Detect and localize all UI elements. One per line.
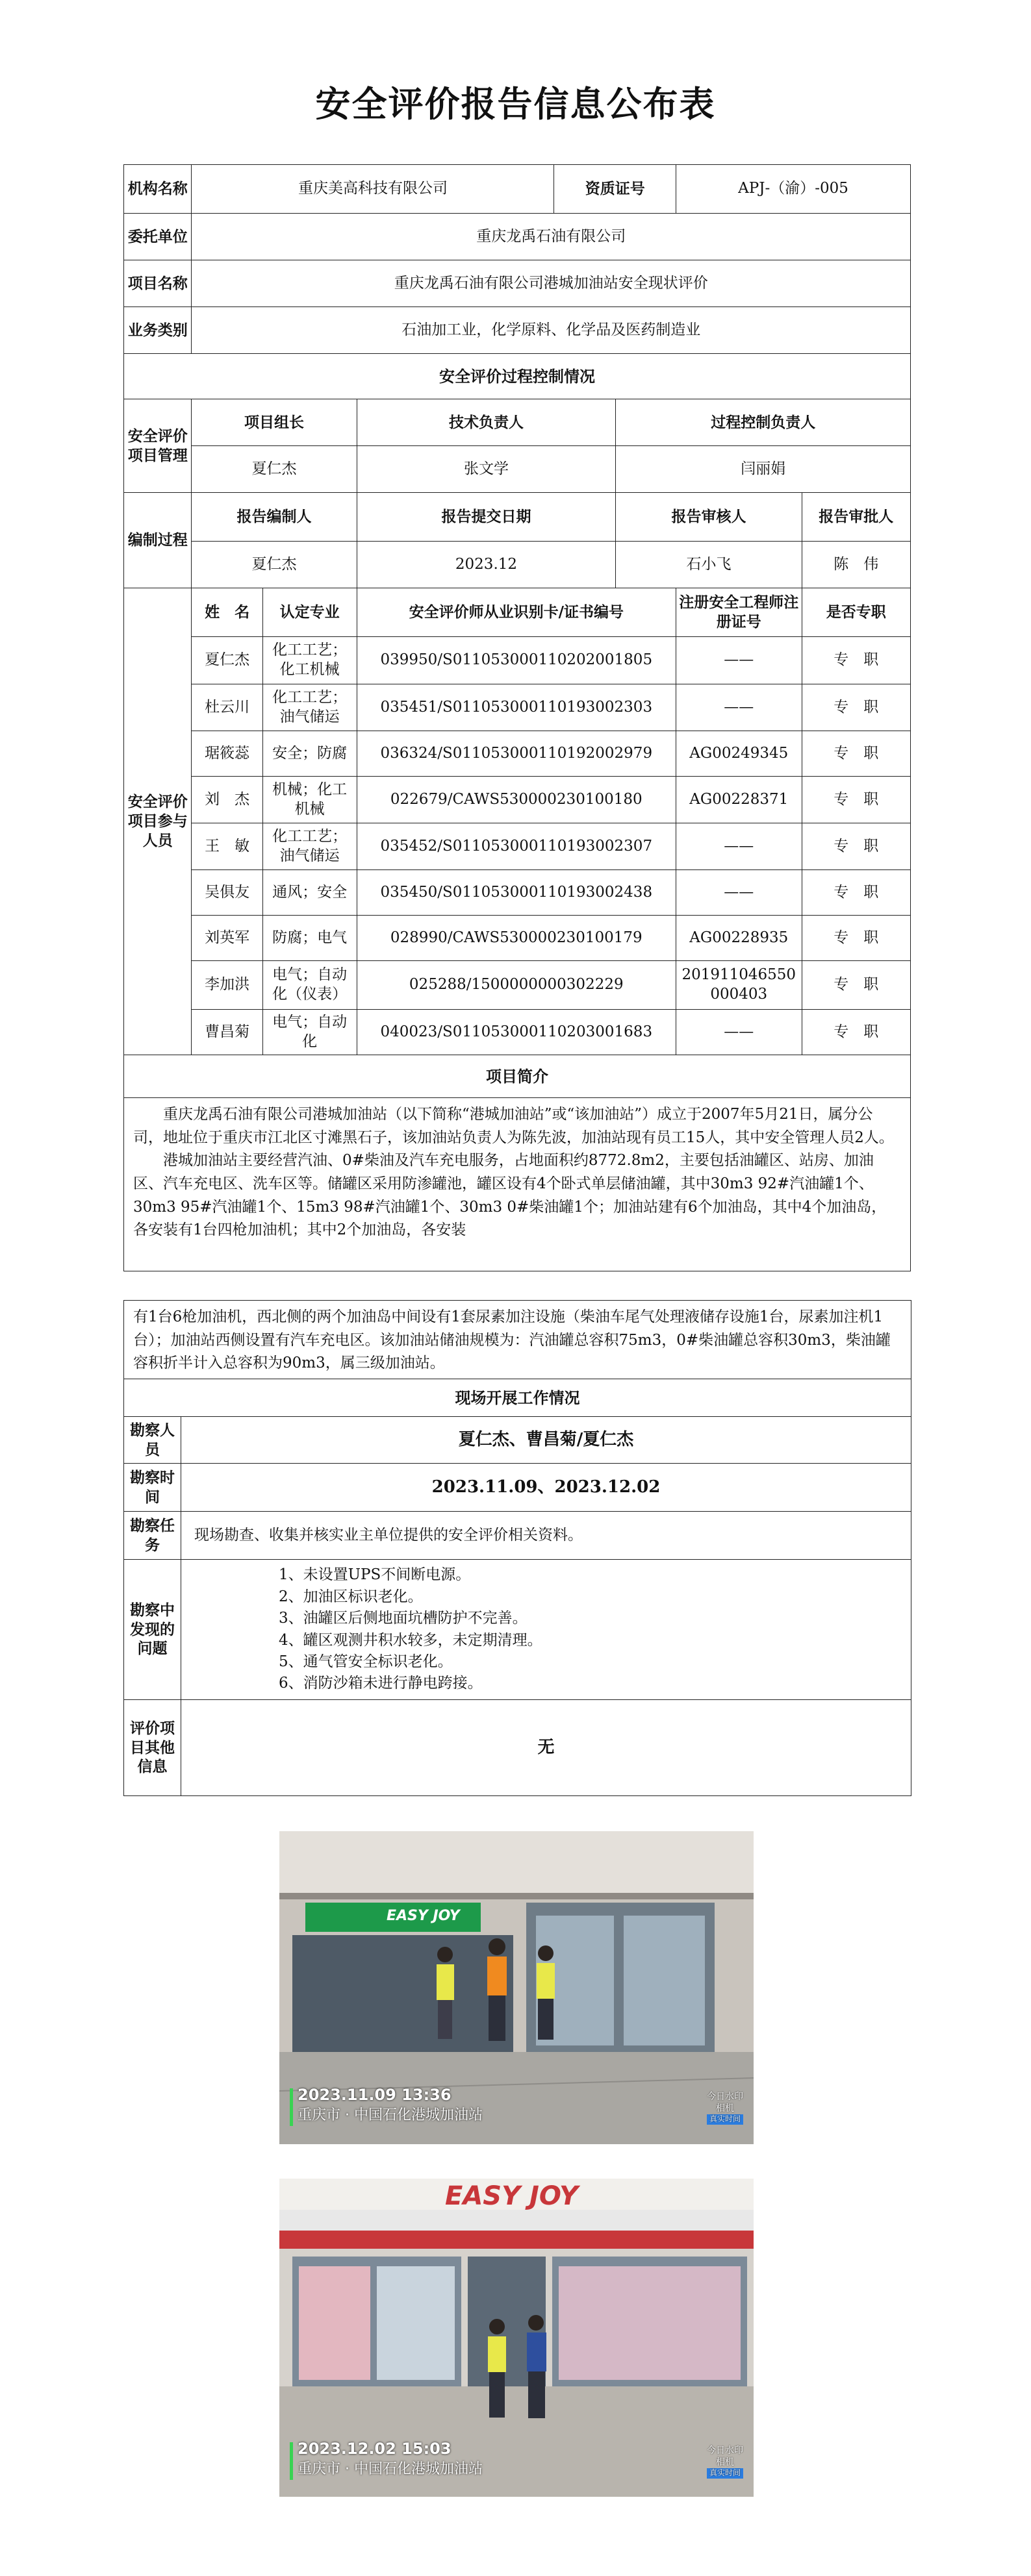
person-ft: 专 职 bbox=[802, 684, 910, 731]
task-value: 现场勘查、收集并核实业主单位提供的安全评价相关资料。 bbox=[181, 1512, 911, 1560]
person-card: 025288/1500000000302229 bbox=[357, 961, 676, 1010]
photo-1-time: 2023.11.09 13:36 bbox=[298, 2086, 452, 2104]
person-name: 夏仁杰 bbox=[192, 637, 262, 684]
photo-1-place: 重庆市 · 中国石化港城加油站 bbox=[298, 2107, 483, 2123]
person-ft: 专 职 bbox=[802, 637, 910, 684]
table-row bbox=[124, 1010, 911, 1055]
intro-body bbox=[124, 1098, 911, 1271]
mgmt-label: 安全评价项目管理 bbox=[124, 399, 192, 493]
tech-value: 张文学 bbox=[357, 446, 616, 493]
leader-header: 项目组长 bbox=[192, 399, 357, 446]
leader-value: 夏仁杰 bbox=[192, 446, 357, 493]
project-label: 项目名称 bbox=[124, 260, 192, 307]
col-card-header: 安全评价师从业识别卡/证书编号 bbox=[357, 588, 676, 637]
person-major: 化工工艺；油气储运 bbox=[262, 684, 357, 731]
person-reg: 201911046550000403 bbox=[676, 961, 802, 1010]
process-section-title: 安全评价过程控制情况 bbox=[124, 354, 911, 399]
site-photo-1 bbox=[279, 1831, 754, 2144]
person-card: 039950/S011053000110202001805 bbox=[357, 637, 676, 684]
watermark-line-2: 相机 bbox=[715, 2457, 734, 2468]
time-label: 勘察时间 bbox=[124, 1464, 181, 1512]
report-table-continued bbox=[123, 1300, 911, 1796]
date-header: 报告提交日期 bbox=[357, 493, 616, 542]
client-value: 重庆龙禹石油有限公司 bbox=[192, 214, 911, 260]
person-ft: 专 职 bbox=[802, 1010, 910, 1055]
photo-1-timestamp bbox=[298, 2086, 483, 2124]
problems-label: 勘察中发现的问题 bbox=[124, 1560, 181, 1700]
intro-paragraph-2-cont: 有1台6枪加油机，西北侧的两个加油岛中间设有1套尿素加注设施（柴油车尾气处理液储存设施1台，尿素加注机1台）；加油站西侧设置有汽车充电区。该加油站储油规模为：汽油罐总容积75m3，0#柴油罐总容积30m3，柴油罐容积折半计入总容积为90m3，属三级加油站。 bbox=[133, 1308, 891, 1372]
person-reg: —— bbox=[676, 870, 802, 916]
date-value: 2023.12 bbox=[357, 542, 616, 588]
list-item: 6、消防沙箱未进行静电跨接。 bbox=[279, 1675, 483, 1692]
person-ft: 专 职 bbox=[802, 777, 910, 823]
list-item: 2、加油区标识老化。 bbox=[279, 1588, 423, 1605]
prep-label: 编制过程 bbox=[124, 493, 192, 588]
other-value: 无 bbox=[181, 1700, 911, 1796]
cert-label: 资质证号 bbox=[554, 165, 676, 214]
person-name: 琚筱蕊 bbox=[192, 731, 262, 777]
tech-header: 技术负责人 bbox=[357, 399, 616, 446]
table-row bbox=[124, 823, 911, 870]
table-row bbox=[124, 870, 911, 916]
person-card: 035452/S011053000110193002307 bbox=[357, 823, 676, 870]
type-label: 业务类别 bbox=[124, 307, 192, 354]
person-major: 电气；自动化（仪表） bbox=[262, 961, 357, 1010]
field-section-title: 现场开展工作情况 bbox=[124, 1379, 911, 1417]
col-name-header: 姓 名 bbox=[192, 588, 262, 637]
cert-value: APJ-（渝）-005 bbox=[676, 165, 911, 214]
col-reg-header: 注册安全工程师注册证号 bbox=[676, 588, 802, 637]
report-table bbox=[123, 164, 911, 1271]
person-ft: 专 职 bbox=[802, 870, 910, 916]
approver-header: 报告审批人 bbox=[802, 493, 910, 542]
time-value: 2023.11.09、2023.12.02 bbox=[181, 1464, 911, 1512]
person-major: 化工工艺；油气储运 bbox=[262, 823, 357, 870]
control-value: 闫丽娟 bbox=[616, 446, 911, 493]
table-row bbox=[124, 684, 911, 731]
photo-2-time: 2023.12.02 15:03 bbox=[298, 2440, 452, 2458]
col-ft-header: 是否专职 bbox=[802, 588, 910, 637]
staff-label: 勘察人员 bbox=[124, 1417, 181, 1464]
table-row bbox=[124, 961, 911, 1010]
person-name: 刘英军 bbox=[192, 916, 262, 961]
other-label: 评价项目其他信息 bbox=[124, 1700, 181, 1796]
table-row bbox=[124, 637, 911, 684]
watermark-line-1: 今日水印 bbox=[706, 2092, 743, 2102]
photo-2-place: 重庆市 · 中国石化港城加油站 bbox=[298, 2461, 483, 2477]
reviewer-header: 报告审核人 bbox=[616, 493, 802, 542]
person-card: 022679/CAWS530000230100180 bbox=[357, 777, 676, 823]
watermark-line-3: 真实时间 bbox=[707, 2114, 743, 2125]
person-major: 通风；安全 bbox=[262, 870, 357, 916]
watermark-logo bbox=[707, 2091, 743, 2125]
person-ft: 专 职 bbox=[802, 823, 910, 870]
person-name: 刘 杰 bbox=[192, 777, 262, 823]
author-value: 夏仁杰 bbox=[192, 542, 357, 588]
person-card: 036324/S011053000110192002979 bbox=[357, 731, 676, 777]
personnel-label: 安全评价项目参与人员 bbox=[124, 588, 192, 1055]
person-major: 化工工艺；化工机械 bbox=[262, 637, 357, 684]
intro-paragraph-1: 重庆龙禹石油有限公司港城加油站（以下简称“港城加油站”或“该加油站”）成立于2007年5月21日，属分公司，地址位于重庆市江北区寸滩黑石子，该加油站负责人为陈先波，加油站现有员工15人，其中安全管理人员2人。 bbox=[133, 1106, 894, 1146]
intro-section-title: 项目简介 bbox=[124, 1055, 911, 1098]
person-name: 吴俱友 bbox=[192, 870, 262, 916]
org-value: 重庆美高科技有限公司 bbox=[192, 165, 554, 214]
person-ft: 专 职 bbox=[802, 961, 910, 1010]
staff-value: 夏仁杰、曹昌菊/夏仁杰 bbox=[181, 1417, 911, 1464]
list-item: 1、未设置UPS不间断电源。 bbox=[279, 1566, 471, 1584]
type-value: 石油加工业，化学原料、化学品及医药制造业 bbox=[192, 307, 911, 354]
table-row bbox=[124, 731, 911, 777]
list-item: 3、油罐区后侧地面坑槽防护不完善。 bbox=[279, 1610, 528, 1627]
author-header: 报告编制人 bbox=[192, 493, 357, 542]
person-major: 电气；自动化 bbox=[262, 1010, 357, 1055]
person-reg: AG00228935 bbox=[676, 916, 802, 961]
watermark-line-2: 相机 bbox=[715, 2103, 734, 2114]
person-major: 安全；防腐 bbox=[262, 731, 357, 777]
person-name: 曹昌菊 bbox=[192, 1010, 262, 1055]
watermark-line-3: 真实时间 bbox=[707, 2468, 743, 2479]
person-ft: 专 职 bbox=[802, 916, 910, 961]
intro-paragraph-2: 港城加油站主要经营汽油、0#柴油及汽车充电服务，占地面积约8772.8m2，主要包括油罐区、站房、加油区、汽车充电区、洗车区等。储罐区采用防渗罐池，罐区设有4个卧式单层储油罐，其中30m3 92#汽油罐1个、30m3 95#汽油罐1个、15m3 98#汽油罐1个、30m3 0#柴油罐1个；加油站建有6个加油岛，其中4个加油岛，各安装有1台四枪加油机；其中2个加油岛，各安装 bbox=[133, 1152, 887, 1239]
page-title: 安全评价报告信息公布表 bbox=[315, 84, 716, 125]
person-card: 028990/CAWS530000230100179 bbox=[357, 916, 676, 961]
store-sign: EASY JOY bbox=[445, 2181, 578, 2211]
person-major: 机械；化工机械 bbox=[262, 777, 357, 823]
org-label: 机构名称 bbox=[124, 165, 192, 214]
person-card: 035450/S011053000110193002438 bbox=[357, 870, 676, 916]
table-row bbox=[124, 916, 911, 961]
person-reg: —— bbox=[676, 637, 802, 684]
client-label: 委托单位 bbox=[124, 214, 192, 260]
person-reg: AG00228371 bbox=[676, 777, 802, 823]
col-major-header: 认定专业 bbox=[262, 588, 357, 637]
person-card: 040023/S011053000110203001683 bbox=[357, 1010, 676, 1055]
photo-2-timestamp bbox=[298, 2440, 483, 2478]
watermark-logo bbox=[707, 2445, 743, 2479]
person-name: 杜云川 bbox=[192, 684, 262, 731]
task-label: 勘察任务 bbox=[124, 1512, 181, 1560]
control-header: 过程控制负责人 bbox=[616, 399, 911, 446]
project-value: 重庆龙禹石油有限公司港城加油站安全现状评价 bbox=[192, 260, 911, 307]
person-name: 王 敏 bbox=[192, 823, 262, 870]
problems-list bbox=[181, 1560, 911, 1700]
reviewer-value: 石小飞 bbox=[616, 542, 802, 588]
table-row bbox=[124, 777, 911, 823]
person-name: 李加洪 bbox=[192, 961, 262, 1010]
watermark-line-1: 今日水印 bbox=[706, 2445, 743, 2456]
list-item: 5、通气管安全标识老化。 bbox=[279, 1653, 453, 1670]
person-ft: 专 职 bbox=[802, 731, 910, 777]
approver-value: 陈 伟 bbox=[802, 542, 910, 588]
person-reg: AG00249345 bbox=[676, 731, 802, 777]
store-sign: EASY JOY bbox=[387, 1908, 460, 1924]
intro-continued bbox=[124, 1301, 911, 1379]
list-item: 4、罐区观测井积水较多，未定期清理。 bbox=[279, 1631, 542, 1649]
person-reg: —— bbox=[676, 1010, 802, 1055]
person-reg: —— bbox=[676, 823, 802, 870]
person-reg: —— bbox=[676, 684, 802, 731]
person-major: 防腐；电气 bbox=[262, 916, 357, 961]
site-photo-2 bbox=[279, 2179, 754, 2497]
person-card: 035451/S011053000110193002303 bbox=[357, 684, 676, 731]
